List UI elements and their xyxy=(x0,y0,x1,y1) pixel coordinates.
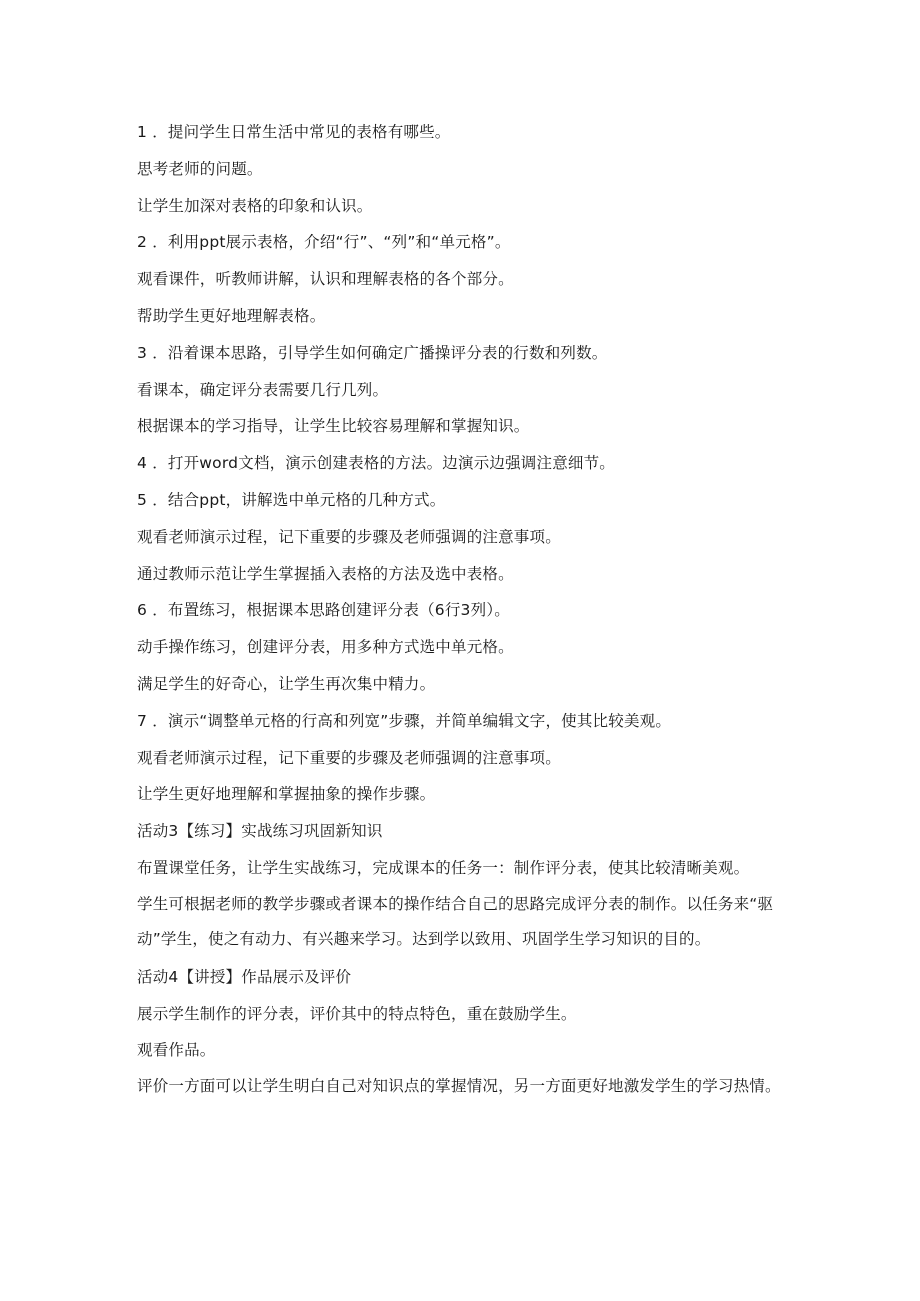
paragraph: 评价一方面可以让学生明白自己对知识点的掌握情况，另一方面更好地激发学生的学习热情。 xyxy=(137,1077,781,1096)
text-line: 2 ．利用ppt展示表格，介绍“行”、“列”和“单元格”。 xyxy=(137,233,511,252)
text-line: 让学生加深对表格的印象和认识。 xyxy=(137,196,373,215)
text-line: 观看老师演示过程，记下重要的步骤及老师强调的注意事项。 xyxy=(137,748,561,767)
text-line: 7 ．演示“调整单元格的行高和列宽”步骤，并简单编辑文字，使其比较美观。 xyxy=(137,711,672,730)
text-line: 观看老师演示过程，记下重要的步骤及老师强调的注意事项。 xyxy=(137,527,561,546)
text-line: 通过教师示范让学生掌握插入表格的方法及选中表格。 xyxy=(137,564,514,583)
text-line: 观看课件，听教师讲解，认识和理解表格的各个部分。 xyxy=(137,270,514,289)
activity-heading: 活动4【讲授】作品展示及评价 xyxy=(137,967,352,986)
document-body xyxy=(137,120,787,1112)
text-line: 6 ．布置练习，根据课本思路创建评分表（6行3列）。 xyxy=(137,601,510,620)
activity-heading: 活动3【练习】实战练习巩固新知识 xyxy=(137,822,383,841)
paragraph: 学生可根据老师的教学步骤或者课本的操作结合自己的思路完成评分表的制作。以任务来“驱动”学生，使之有动力、有兴趣来学习。达到学以致用、巩固学生学习知识的目的。 xyxy=(137,894,774,949)
text-line: 思考老师的问题。 xyxy=(137,159,263,178)
text-line: 观看作品。 xyxy=(137,1041,216,1060)
text-line: 看课本，确定评分表需要几行几列。 xyxy=(137,380,389,399)
text-line: 布置课堂任务，让学生实战练习，完成课本的任务一：制作评分表，使其比较清晰美观。 xyxy=(137,858,750,877)
text-line: 1 ．提问学生日常生活中常见的表格有哪些。 xyxy=(137,123,451,141)
text-line: 展示学生制作的评分表，评价其中的特点特色，重在鼓励学生。 xyxy=(137,1004,577,1023)
text-line: 4 ．打开word文档，演示创建表格的方法。边演示边强调注意细节。 xyxy=(137,454,615,473)
text-line: 动手操作练习，创建评分表，用多种方式选中单元格。 xyxy=(137,638,514,657)
text-line: 让学生更好地理解和掌握抽象的操作步骤。 xyxy=(137,785,436,804)
text-line: 根据课本的学习指导，让学生比较容易理解和掌握知识。 xyxy=(137,417,530,436)
text-line: 3 ．沿着课本思路，引导学生如何确定广播操评分表的行数和列数。 xyxy=(137,343,608,362)
text-line: 满足学生的好奇心，让学生再次集中精力。 xyxy=(137,674,436,693)
text-line: 帮助学生更好地理解表格。 xyxy=(137,306,326,325)
text-line: 5 ．结合ppt，讲解选中单元格的几种方式。 xyxy=(137,490,446,509)
